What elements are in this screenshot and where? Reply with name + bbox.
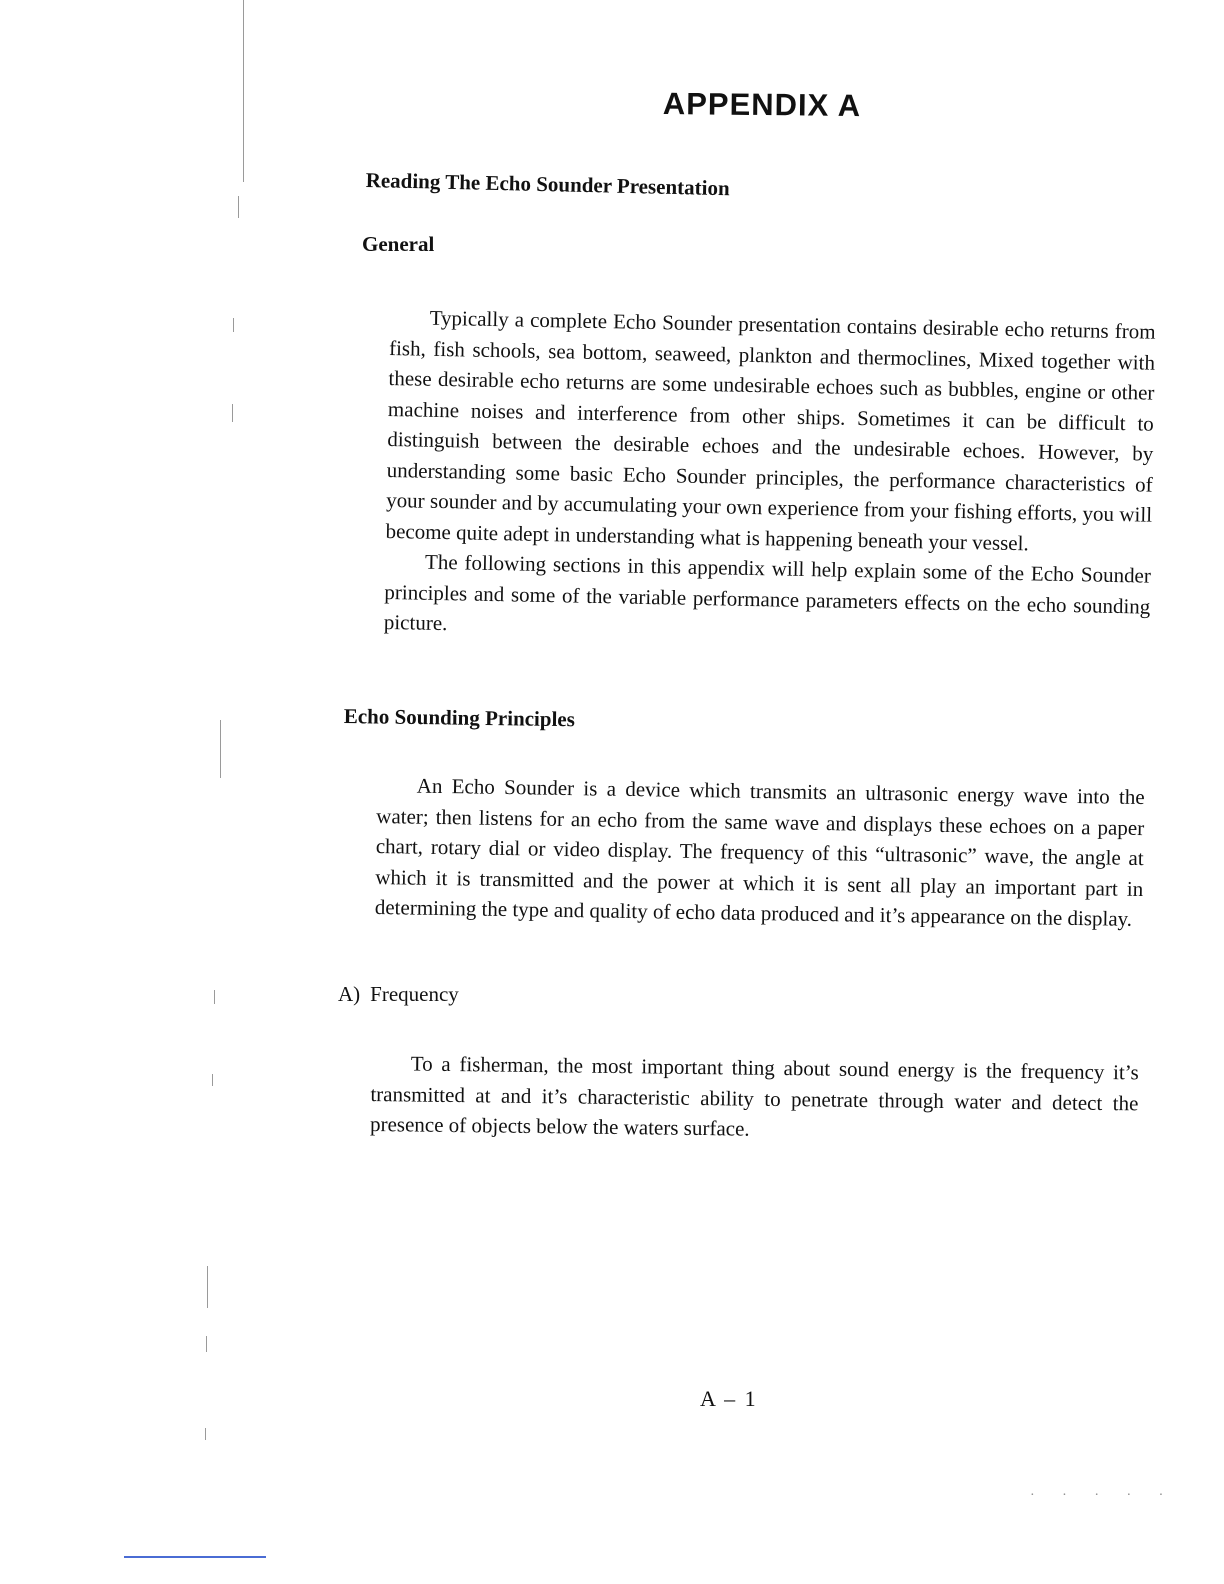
general-paragraph-1: Typically a complete Echo Sounder presentation contains desirable echo returns from fish, fish schools, sea bottom, seaweed, plankton and thermoclines, Mixed together with these desirable echo returns are some undesirable echoes such as bubbles, engine or other machine noises and interference from other ships. Sometimes it can be difficult to distinguish between the desirable echoes and the undesirable echoes. However, by understanding some basic Echo Sounder principles, the performance characteristics of your sounder and by accumulating your own experience from your fishing efforts, you will become quite adept in understanding what is happening beneath your vessel. <box>385 305 1156 555</box>
binding-mark <box>207 1266 208 1308</box>
binding-mark <box>214 990 215 1004</box>
general-section-body <box>384 302 1156 652</box>
bottom-rule <box>124 1556 266 1558</box>
general-heading: General <box>362 232 435 256</box>
principles-section-body <box>375 770 1145 935</box>
binding-mark <box>206 1336 207 1352</box>
principles-paragraph: An Echo Sounder is a device which transmits an ultrasonic energy wave into the water; then listens for an echo from the same wave and displays these echoes on a paper chart, rotary dial or video display. The frequency of this “ultrasonic” wave, the angle at which it is transmitted and the power at which it is sent all play an important part in determining the type and quality of echo data produced and it’s appearance on the display. <box>374 773 1145 931</box>
page-number: A – 1 <box>700 1386 758 1411</box>
binding-mark <box>220 720 221 778</box>
frequency-section-body <box>370 1048 1139 1149</box>
binding-mark <box>243 0 244 182</box>
binding-mark <box>238 196 239 218</box>
binding-mark <box>212 1074 213 1086</box>
frequency-heading <box>338 982 459 1007</box>
frequency-paragraph: To a fisherman, the most important thing about sound energy is the frequency it’s transmitted at and it’s characteristic ability to penetrate through water and detect the presence of objects below the waters surface. <box>369 1051 1139 1141</box>
binding-mark <box>233 318 234 332</box>
section-heading: Reading The Echo Sounder Presentation <box>365 168 730 201</box>
frequency-marker: A) <box>338 982 361 1006</box>
scan-speckle: · · · · · <box>1030 1488 1176 1503</box>
binding-mark <box>232 404 233 422</box>
principles-heading: Echo Sounding Principles <box>343 704 576 732</box>
general-paragraph-2: The following sections in this appendix will help explain some of the Echo Sounder principles and some of the variable performance parameters effects on the echo sounding picture. <box>383 549 1152 636</box>
frequency-heading-label: Frequency <box>370 982 459 1006</box>
appendix-title: APPENDIX A <box>662 86 862 124</box>
binding-mark <box>205 1428 206 1440</box>
